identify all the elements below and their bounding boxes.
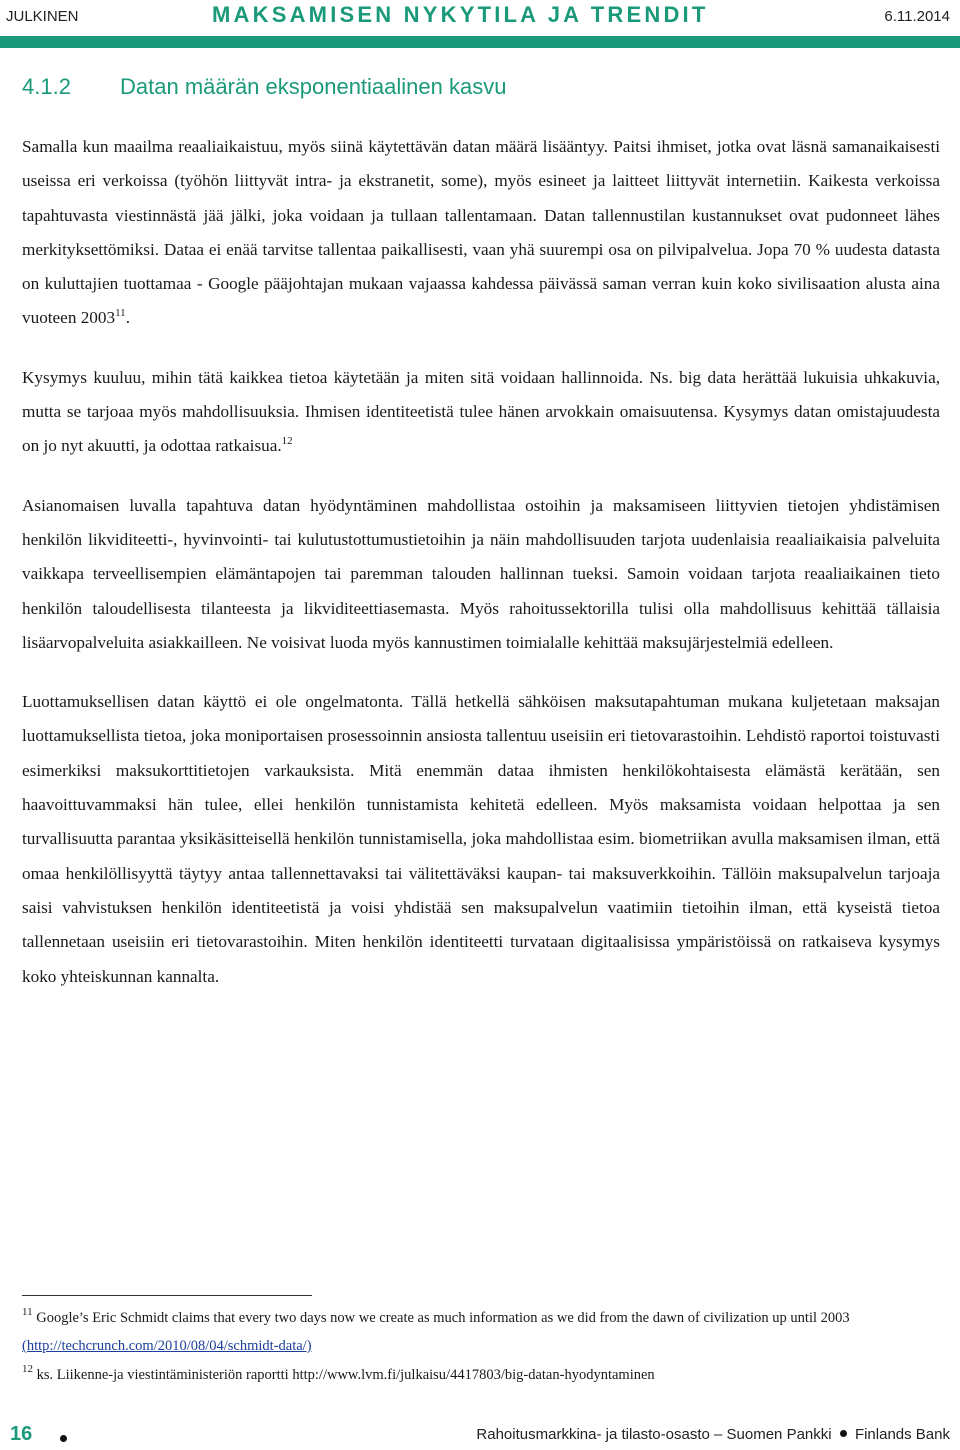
footnotes [22, 1304, 907, 1389]
paragraph-text: Kysymys kuuluu, mihin tätä kaikkea tietoa käytetään ja miten sitä voidaan hallinnoida. Ns. big data herättää lukuisia uhkakuvia, mutta se tarjoaa myös mahdollisuuksia. Ihmisen identiteetistä tulee hänen arvokkain omaisuutensa. Kysymys datan omistajuudesta on jo nyt akuutti, ja odottaa ratkaisua. [22, 367, 940, 456]
section-number: 4.1.2 [22, 74, 71, 99]
footnote-text: ks. Liikenne-ja viestintäministeriön raportti http://www.lvm.fi/julkaisu/4417803/big-datan-hyodyntaminen [36, 1367, 655, 1383]
footnote-ref[interactable]: 11 [115, 307, 126, 320]
paragraph [22, 361, 940, 464]
footnote-text: Google’s Eric Schmidt claims that every two days now we create as much information as we did from the dawn of civilization up until 2003 [36, 1310, 850, 1326]
page-header [0, 0, 960, 36]
paragraph-text: Asianomaisen luvalla tapahtuva datan hyödyntäminen mahdollistaa ostoihin ja maksamiseen liittyvien tietojen yhdistämisen henkilön likviditeetti-, hyvinvointi- tai kulutustottumustietoihin ja näin mahdollisuuden tarjota uudenlaisia reaaliaikaisia palveluita vaikkapa terveellisempien elämäntapojen tai paremman talouden hallinnan tueksi. Samoin voidaan tarjota reaaliaikainen tieto henkilön taloudellisesta tilanteesta ja likviditeettiasemasta. Myös rahoitussektorilla tulisi olla mahdollisuus kehittää tällaisia lisäarvopalveluita asiakkailleen. Ne voisivat luoda myös kannustimen toimialalle kehittää maksujärjestelmiä edelleen. [22, 495, 940, 652]
paragraph [22, 130, 940, 336]
footnote-rule [22, 1295, 312, 1296]
footnote [22, 1361, 907, 1389]
bullet-icon [60, 1435, 67, 1442]
paragraph-tail: . [125, 308, 130, 328]
paragraph-text: Luottamuksellisen datan käyttö ei ole ongelmatonta. Tällä hetkellä sähköisen maksutapahtuman mukana kuljetetaan maksajan luottamuksellista tietoa, joka moniportaisen prosessoinnin ansiosta tallentuu useisiin eri tietovarastoihin. Lehdistö raportoi toistuvasti esimerkiksi maksukorttitietojen varkauksista. Mitä enemmän dataa ihmisten henkilökohtaisesta elämästä kerätään, sen haavoittuvammaksi hän tulee, ellei henkilön tunnistamista kehitetä edelleen. Myös maksamista voidaan helpottaa ja sen turvallisuutta parantaa yksikäsitteisellä henkilön tunnistamisella, joka mahdollistaa esim. biometriikan avulla maksamisen ilman, että omaa henkilöllisyyttä täytyy antaa tallennettavaksi tai välitettäväksi kaupan- tai maksuverkkoihin. Tällöin maksupalvelun tarjoaja saisi vahvistuksen henkilön identiteetistä ja voisi yhdistää sen maksupalvelun vaatimiin tietoihin ilman, että kyseistä tietoa tallennetaan useisiin eri tietovarastoihin. Miten henkilön identiteetti turvataan digitaalisissa ympäristöissä on ratkaiseva kysymys koko yhteiskunnan kannalta. [22, 692, 940, 986]
page-footer [0, 1422, 960, 1450]
section-title: Datan määrän eksponentiaalinen kasvu [120, 74, 507, 99]
bank-name-sv: Finlands Bank [854, 1426, 950, 1443]
bullet-icon [840, 1430, 847, 1437]
page-number: 16 [10, 1423, 33, 1445]
classification-label: JULKINEN [6, 8, 79, 25]
footnote-number: 12 [22, 1363, 33, 1375]
footnote-link[interactable]: (http://techcrunch.com/2010/08/04/schmidt-data/) [22, 1338, 312, 1354]
footnote-number: 11 [22, 1306, 33, 1318]
footer-credit: Rahoitusmarkkina- ja tilasto-osasto – Suomen Pankki Finlands Bank [476, 1426, 950, 1443]
paragraph-text: Samalla kun maailma reaaliaikaistuu, myös siinä käytettävän datan määrä lisääntyy. Paitsi ihmiset, jotka ovat läsnä samanaikaisesti useissa eri verkoissa (työhön liittyvät intra- ja ekstranetit, some), myös esineet ja laitteet liittyvät internetiin. Kaikesta verkoissa tapahtuvasta viestinnästä jää jälki, joka voidaan ja tullaan tallentamaan. Datan tallennustilan kustannukset ovat pudonneet lähes merkityksettömiksi. Dataa ei enää tarvitse tallentaa paikallisesti, vaan yhä suurempi osa on pilvipalvelua. Jopa 70 % uudesta datasta on kuluttajien tuottamaa - Google pääjohtajan mukaan vajaassa kahdessa päivässä saman verran kuin koko sivilisaation alusta aina vuoteen 2003 [22, 137, 940, 328]
document-date: 6.11.2014 [884, 8, 950, 25]
footnote [22, 1304, 907, 1360]
department-name: Rahoitusmarkkina- ja tilasto-osasto [476, 1426, 710, 1443]
document-title: MAKSAMISEN NYKYTILA JA TRENDIT [212, 2, 709, 27]
body-text [22, 130, 940, 994]
paragraph [22, 685, 940, 994]
section-heading [22, 74, 506, 100]
paragraph [22, 489, 940, 660]
header-rule [0, 36, 960, 48]
bank-name-fi: Suomen Pankki [726, 1426, 832, 1443]
footnote-ref[interactable]: 12 [281, 435, 293, 448]
